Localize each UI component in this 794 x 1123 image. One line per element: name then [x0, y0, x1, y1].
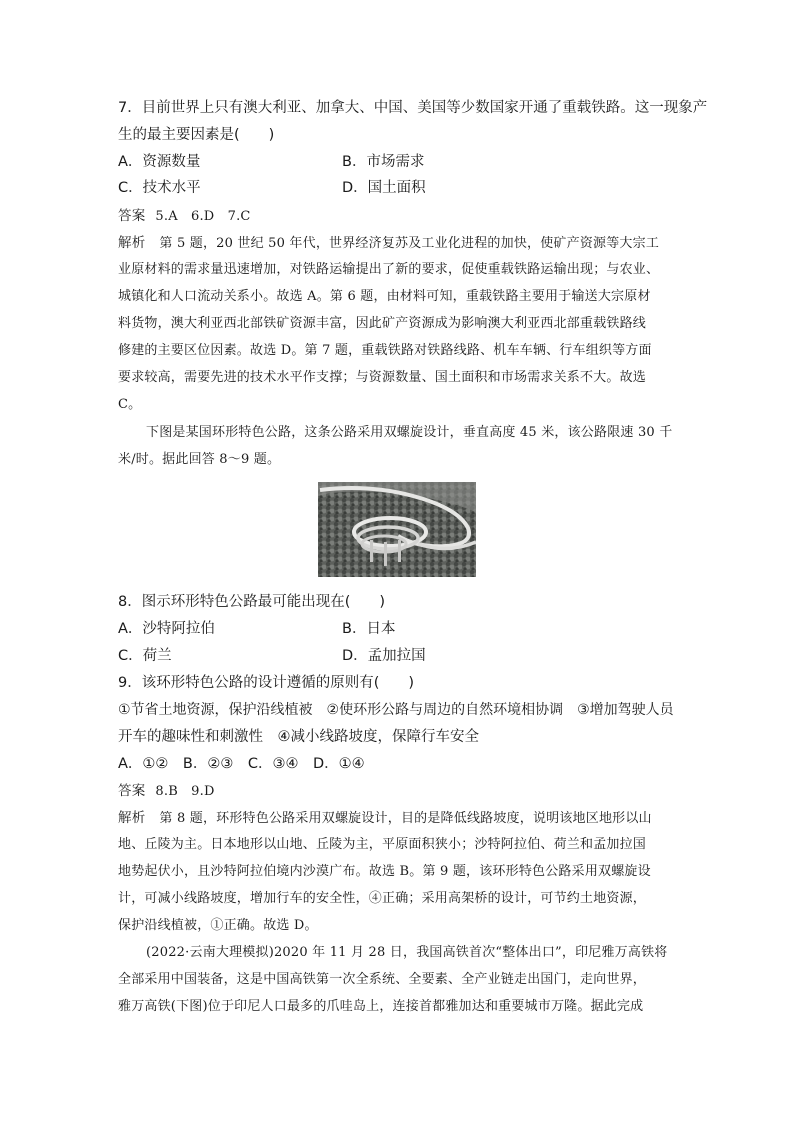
q8-stem: 8．图示环形特色公路最可能出现在( )	[118, 594, 386, 610]
explanation-label: 解析	[118, 810, 146, 826]
intro-next-line3: 雅万高铁(下图)位于印尼人口最多的爪哇岛上，连接首都雅加达和重要城市万隆。据此完成	[118, 999, 644, 1014]
explanation-8-9-line4: 计，可减小线路坡度，增加行车的安全性，④正确；采用高架桥的设计，可节约土地资源，	[118, 891, 647, 906]
explanation-8-9-line5: 保护沿线植被，①正确。故选 D。	[118, 918, 318, 933]
q8-option-d: D．孟加拉国	[342, 648, 426, 664]
intro-8-9-line1: 下图是某国环形特色公路，这条公路采用双螺旋设计，垂直高度 45 米，该公路限速 30 千	[146, 425, 673, 440]
answer-text: 8.B 9.D	[155, 784, 215, 799]
q7-stem-line2: 生的最主要因素是( )	[118, 127, 275, 143]
q9-statements-line1: ①节省土地资源，保护沿线植被 ②使环形公路与周边的自然环境相协调 ③增加驾驶人员	[118, 702, 674, 718]
intro-8-9-line2: 米/时。据此回答 8～9 题。	[118, 452, 281, 467]
intro-next-line2: 全部采用中国装备，这是中国高铁第一次全系统、全要素、全产业链走出国门，走向世界，	[118, 972, 647, 987]
explanation-5-7-line4: 料货物，澳大利亚西北部铁矿资源丰富，因此矿产资源成为影响澳大利亚西北部重载铁路线	[118, 316, 647, 331]
q7-option-a: A．资源数量	[118, 154, 201, 170]
q8-option-c: C．荷兰	[118, 648, 172, 664]
explanation-5-7-line2: 业原材料的需求量迅速增加，对铁路运输提出了新的要求，促使重载铁路运输出现；与农业、	[118, 262, 660, 277]
answer-label: 答案	[118, 783, 146, 799]
q8-option-a: A．沙特阿拉伯	[118, 621, 215, 637]
explanation-5-7-line1: 解析 第 5 题，20 世纪 50 年代，世界经济复苏及工业化进程的加快，使矿产资源等大宗工	[118, 235, 660, 251]
answer-8-9	[118, 781, 215, 802]
intro-next-line1: (2022·云南大理模拟)2020 年 11 月 28 日，我国高铁首次“整体出口”，印尼雅万高铁将	[146, 945, 668, 960]
spiral-road-photo	[318, 482, 476, 577]
q7-option-b: B．市场需求	[342, 154, 425, 170]
explanation-label: 解析	[118, 235, 146, 251]
q7-stem-line1: 7．目前世界上只有澳大利亚、加拿大、中国、美国等少数国家开通了重载铁路。这一现象产	[118, 100, 708, 116]
answer-label: 答案	[118, 208, 146, 224]
q7-option-c: C．技术水平	[118, 180, 201, 196]
explanation-5-7-line7: C。	[118, 397, 142, 412]
explanation-5-7-line6: 要求较高，需要先进的技术水平作支撑；与资源数量、国土面积和市场需求关系不大。故选	[118, 370, 647, 385]
q8-option-b: B．日本	[342, 621, 396, 637]
explanation-5-7-line5: 修建的主要区位因素。故选 D。第 7 题，重载铁路对铁路线路、机车车辆、行车组织等方面	[118, 343, 652, 358]
explanation-5-7-line3: 城镇化和人口流动关系小。故选 A。第 6 题，由材料可知，重载铁路主要用于输送大宗原材	[118, 289, 651, 304]
q9-statements-line2: 开车的趣味性和刺激性 ④减小线路坡度，保障行车安全	[118, 729, 479, 745]
q9-options: A．①② B．②③ C．③④ D．①④	[118, 756, 365, 772]
answer-5-7	[118, 206, 251, 227]
explanation-8-9-line3: 地势起伏小，且沙特阿拉伯境内沙漠广布。故选 B。第 9 题，该环形特色公路采用双螺旋设	[118, 864, 651, 879]
explanation-8-9-line2: 地、丘陵为主。日本地形以山地、丘陵为主，平原面积狭小；沙特阿拉伯、荷兰和孟加拉国	[118, 837, 647, 852]
answer-text: 5.A 6.D 7.C	[155, 209, 251, 224]
spiral-road-image	[318, 482, 476, 577]
q9-stem: 9．该环形特色公路的设计遵循的原则有( )	[118, 675, 415, 691]
explanation-8-9-line1: 解析 第 8 题，环形特色公路采用双螺旋设计，目的是降低线路坡度，说明该地区地形以山	[118, 810, 652, 826]
q7-option-d: D．国土面积	[342, 180, 426, 196]
q7-options-row1	[118, 152, 200, 172]
